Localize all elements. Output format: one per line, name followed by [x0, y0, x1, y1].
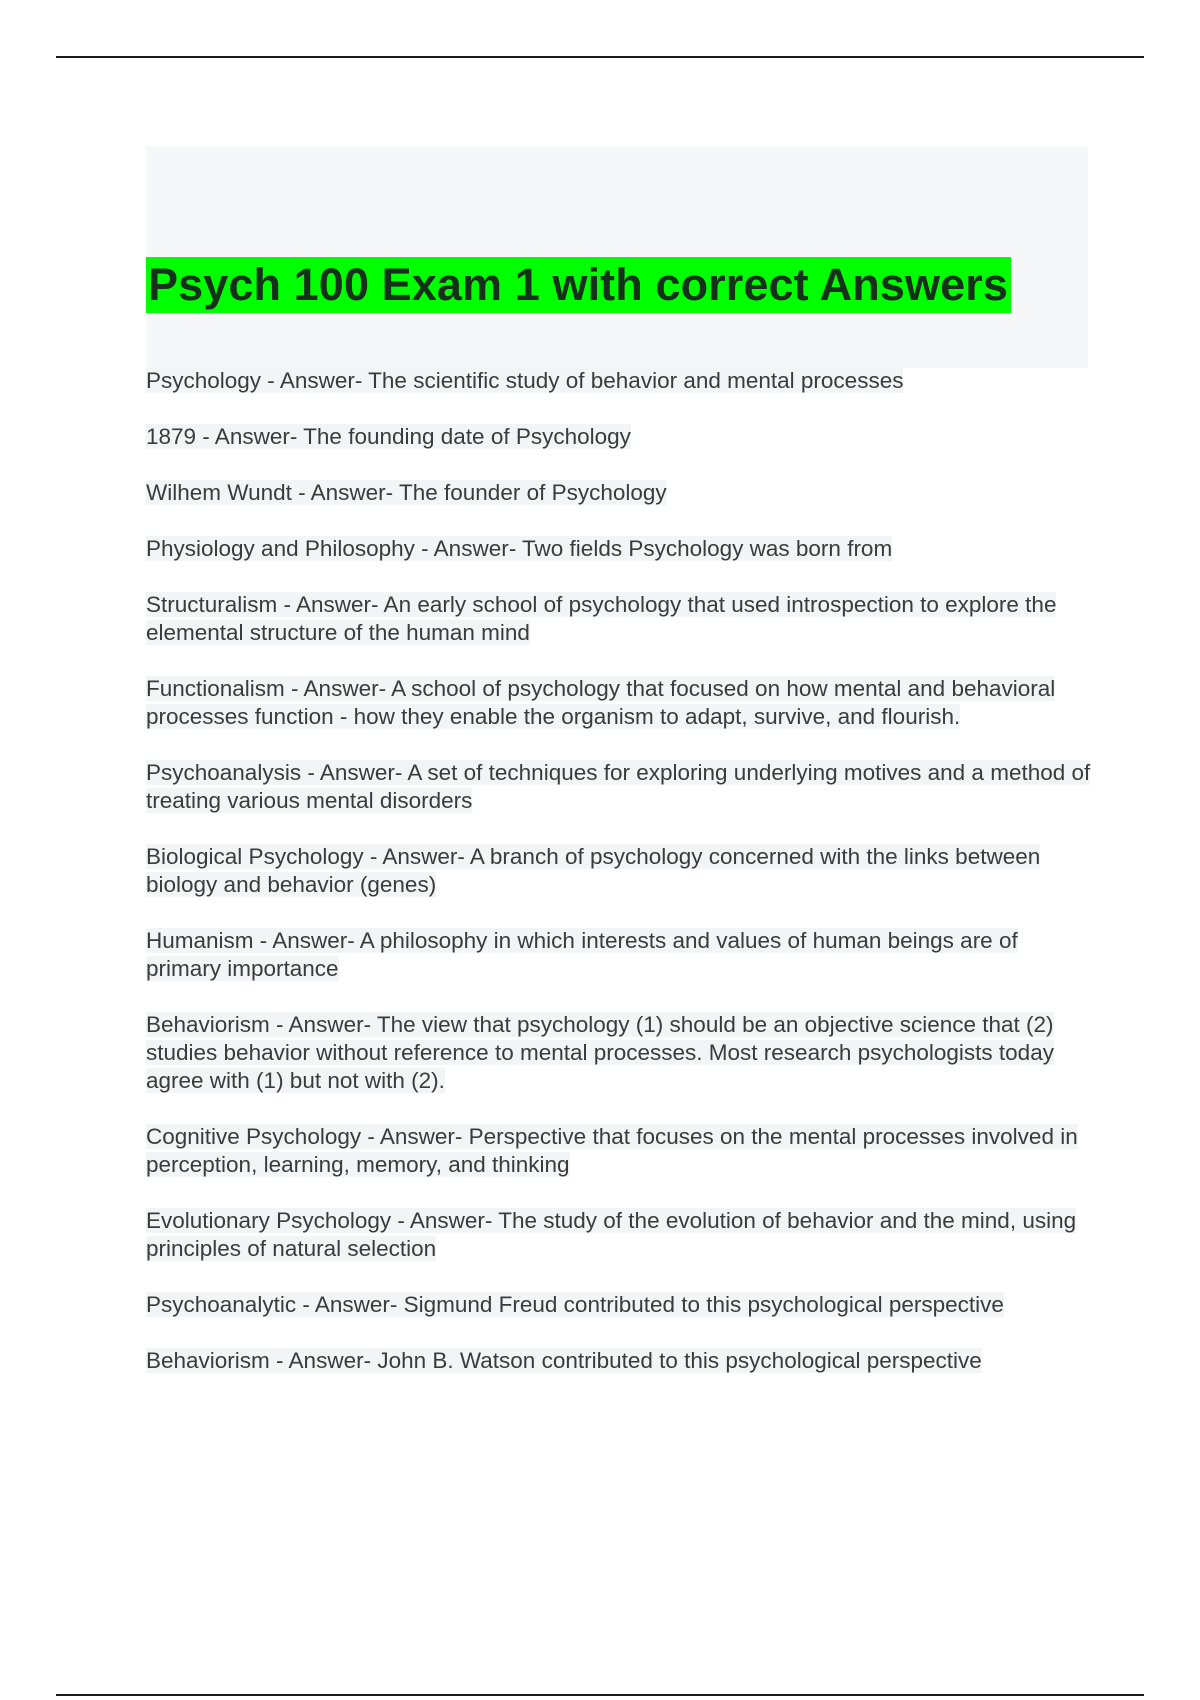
list-item [146, 843, 1091, 899]
list-item-text: Behaviorism - Answer- The view that psychology (1) should be an objective science that (2) studies behavior without reference to mental processes. Most research psychologists today agree with (1) but not with (2). [146, 1012, 1054, 1093]
list-item [146, 1291, 1091, 1319]
list-item-text: 1879 - Answer- The founding date of Psychology [146, 424, 631, 449]
list-item-text: Psychology - Answer- The scientific study of behavior and mental processes [146, 368, 904, 393]
list-item [146, 367, 1091, 395]
list-item [146, 479, 1091, 507]
list-item [146, 1347, 1091, 1375]
list-item-text: Psychoanalysis - Answer- A set of techniques for exploring underlying motives and a method of treating various mental disorders [146, 760, 1091, 813]
list-item [146, 927, 1091, 983]
list-item-text: Cognitive Psychology - Answer- Perspective that focuses on the mental processes involved in perception, learning, memory, and thinking [146, 1124, 1078, 1177]
list-item-text: Physiology and Philosophy - Answer- Two fields Psychology was born from [146, 536, 893, 561]
list-item [146, 675, 1091, 731]
answer-list [146, 367, 1091, 1403]
list-item-text: Structuralism - Answer- An early school of psychology that used introspection to explore the elemental structure of the human mind [146, 592, 1057, 645]
list-item-text: Biological Psychology - Answer- A branch of psychology concerned with the links between biology and behavior (genes) [146, 844, 1041, 897]
list-item-text: Evolutionary Psychology - Answer- The study of the evolution of behavior and the mind, using principles of natural selection [146, 1208, 1077, 1261]
list-item [146, 1207, 1091, 1263]
list-item [146, 535, 1091, 563]
list-item [146, 591, 1091, 647]
list-item [146, 1011, 1091, 1095]
list-item-text: Humanism - Answer- A philosophy in which interests and values of human beings are of primary importance [146, 928, 1018, 981]
list-item-text: Psychoanalytic - Answer- Sigmund Freud contributed to this psychological perspective [146, 1292, 1004, 1317]
list-item [146, 423, 1091, 451]
document-title: Psych 100 Exam 1 with correct Answers [146, 257, 1011, 313]
list-item [146, 759, 1091, 815]
header-rule [56, 56, 1144, 58]
list-item-text: Behaviorism - Answer- John B. Watson contributed to this psychological perspective [146, 1348, 982, 1373]
list-item [146, 1123, 1091, 1179]
footer-rule [56, 1694, 1144, 1696]
list-item-text: Functionalism - Answer- A school of psychology that focused on how mental and behavioral processes function - how they enable the organism to adapt, survive, and flourish. [146, 676, 1056, 729]
list-item-text: Wilhem Wundt - Answer- The founder of Psychology [146, 480, 667, 505]
